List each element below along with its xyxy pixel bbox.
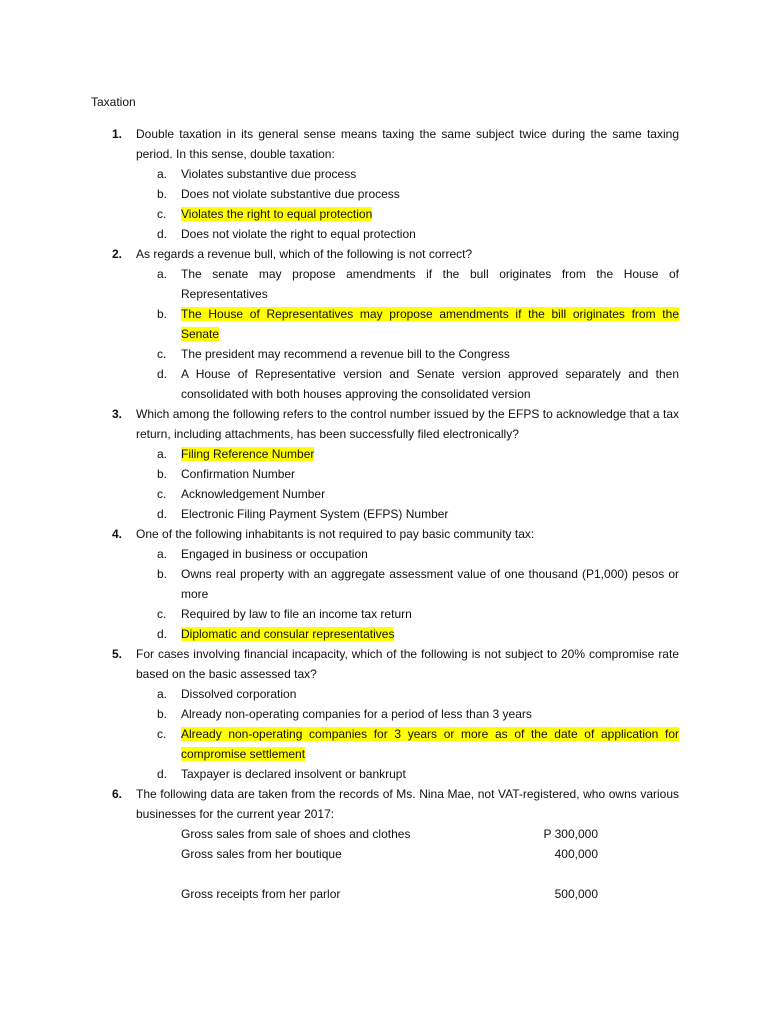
highlight: Already non-operating companies for 3 years or more as of the date of application for compromise settlement (181, 727, 679, 761)
data-row-label: Gross sales from her boutique (181, 847, 342, 861)
question-number: 1. (112, 127, 123, 141)
question-number: 3. (112, 407, 123, 421)
data-row-amount: P 300,000 (543, 827, 598, 841)
question-number: 6. (112, 787, 123, 801)
option-text: Already non-operating companies for a period of less than 3 years (181, 707, 532, 721)
question-text: As regards a revenue bull, which of the following is not correct? (136, 247, 473, 261)
question-number: 4. (112, 527, 123, 541)
option-text: Electronic Filing Payment System (EFPS) Number (181, 507, 449, 521)
option-letter: b. (157, 567, 168, 581)
highlight: Violates the right to equal protection (181, 207, 373, 221)
question-text: The following data are taken from the records of Ms. Nina Mae, not VAT-registered, who owns various businesses for the current year 2017: (136, 787, 679, 821)
question-text: One of the following inhabitants is not required to pay basic community tax: (136, 527, 535, 541)
option-text: A House of Representative version and Senate version approved separately and then consolidated with both houses approving the consolidated version (181, 367, 679, 401)
option-letter-highlighted: a. (157, 447, 168, 461)
option-letter: a. (157, 687, 168, 701)
option-letter: c. (157, 607, 167, 621)
data-row-amount: 500,000 (554, 887, 598, 901)
question-text: Double taxation in its general sense means taxing the same subject twice during the same taxing period. In this sense, double taxation: (136, 127, 679, 161)
option-letter: c. (157, 347, 167, 361)
data-row-label: Gross receipts from her parlor (181, 887, 341, 901)
option-letter-highlighted: c. (157, 207, 167, 221)
option-letter: a. (157, 547, 168, 561)
option-text: The president may recommend a revenue bill to the Congress (181, 347, 510, 361)
option-text-highlighted (181, 624, 679, 644)
option-text: Violates substantive due process (181, 167, 357, 181)
option-letter: d. (157, 227, 168, 241)
option-text: Confirmation Number (181, 467, 296, 481)
document-title: Taxation (91, 95, 136, 109)
option-text: Does not violate substantive due process (181, 187, 400, 201)
highlight: The House of Representatives may propose amendments if the bill originates from the Senate (181, 307, 679, 341)
question-text: For cases involving financial incapacity, which of the following is not subject to 20% compromise rate based on the basic assessed tax? (136, 647, 679, 681)
option-letter-highlighted: d. (157, 627, 168, 641)
question-number: 5. (112, 647, 123, 661)
option-letter: b. (157, 467, 168, 481)
option-text: Dissolved corporation (181, 687, 297, 701)
question-text: Which among the following refers to the control number issued by the EFPS to acknowledge that a tax return, including attachments, has been successfully filed electronically? (136, 407, 679, 441)
option-text: Does not violate the right to equal protection (181, 227, 416, 241)
question-number: 2. (112, 247, 123, 261)
option-letter: d. (157, 367, 168, 381)
option-letter: d. (157, 507, 168, 521)
option-letter-highlighted: b. (157, 307, 168, 321)
option-text-highlighted (181, 444, 679, 464)
data-row-label: Gross sales from sale of shoes and clothes (181, 827, 411, 841)
option-text: Taxpayer is declared insolvent or bankrupt (181, 767, 406, 781)
option-letter: a. (157, 267, 168, 281)
option-text-highlighted (181, 304, 679, 344)
option-text: Owns real property with an aggregate assessment value of one thousand (P1,000) pesos or more (181, 567, 679, 601)
option-letter: c. (157, 487, 167, 501)
option-text: Required by law to file an income tax return (181, 607, 412, 621)
option-letter-highlighted: c. (157, 727, 167, 741)
highlight: Filing Reference Number (181, 447, 315, 461)
option-letter: a. (157, 167, 168, 181)
option-letter: d. (157, 767, 168, 781)
option-text: Acknowledgement Number (181, 487, 326, 501)
option-letter: b. (157, 187, 168, 201)
option-letter: b. (157, 707, 168, 721)
option-text: The senate may propose amendments if the bull originates from the House of Representatives (181, 267, 679, 301)
option-text-highlighted (181, 724, 679, 764)
data-row-amount: 400,000 (554, 847, 598, 861)
option-text-highlighted (181, 204, 679, 224)
highlight: Diplomatic and consular representatives (181, 627, 395, 641)
option-text: Engaged in business or occupation (181, 547, 368, 561)
